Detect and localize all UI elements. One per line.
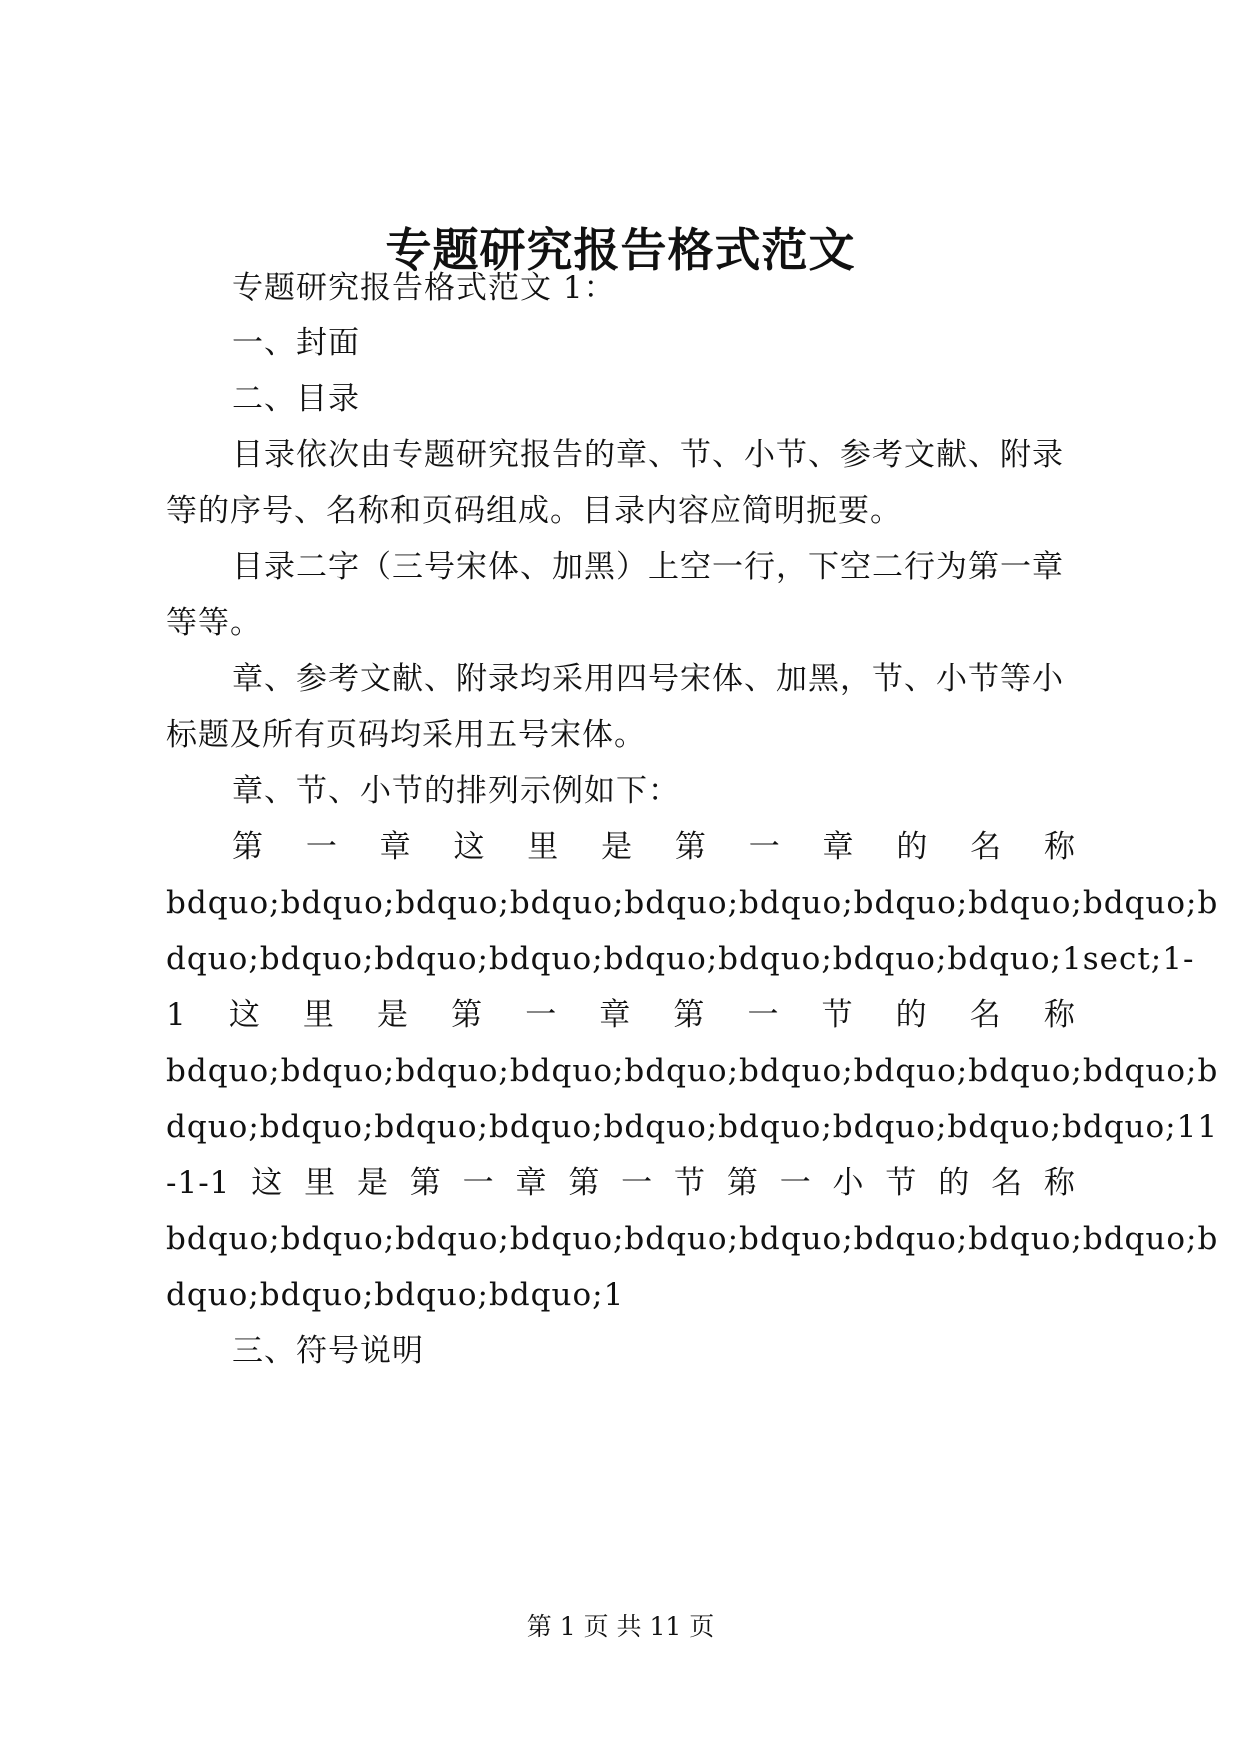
example-line-glyph: 的 [938, 1165, 971, 1201]
paragraph-line: 等等。 [166, 605, 262, 641]
example-line-glyph: 第 [674, 829, 707, 865]
example-line-glyph: 的 [895, 997, 928, 1033]
intro-line: 专题研究报告格式范文 1： [232, 270, 616, 306]
example-line-glyph: 一 [462, 1165, 495, 1201]
example-line-glyph: 章 [379, 829, 412, 865]
paragraph-line: 目录二字（三号宋体、加黑）上空一行，下空二行为第一章 [232, 549, 1064, 585]
example-line-glyph: 第 [232, 829, 264, 865]
example-line-glyph: 里 [527, 829, 560, 865]
example-line-glyph: 第 [673, 997, 706, 1033]
section-heading-toc: 二、目录 [232, 381, 360, 417]
example-line-glyph: 里 [302, 997, 335, 1033]
paragraph-line: 目录依次由专题研究报告的章、节、小节、参考文献、附录 [232, 437, 1064, 473]
example-line-glyph: 一 [305, 829, 338, 865]
section-heading-symbols: 三、符号说明 [232, 1333, 424, 1369]
example-line-glyph: 称 [1043, 997, 1076, 1033]
example-line-glyph: 第 [568, 1165, 601, 1201]
example-line-glyph: 节 [821, 997, 854, 1033]
paragraph-line: 章、参考文献、附录均采用四号宋体、加黑，节、小节等小 [232, 661, 1064, 697]
example-line-glyph: 第 [726, 1165, 759, 1201]
example-line-glyph: 称 [1043, 829, 1076, 865]
page-number-footer: 第 1 页 共 11 页 [526, 1612, 715, 1641]
example-line-glyph: 节 [885, 1165, 918, 1201]
example-line-glyph: 是 [601, 829, 634, 865]
example-line-glyph: 称 [1043, 1165, 1076, 1201]
section-heading-cover: 一、封面 [232, 325, 360, 361]
example-line-glyph: 1 [166, 997, 187, 1033]
example-line-glyph: 一 [748, 829, 781, 865]
example-line-glyph: 一 [525, 997, 558, 1033]
document-title: 专题研究报告格式范文 [385, 223, 856, 277]
example-line-glyph: -1-1 [166, 1165, 231, 1201]
example-line-glyph: 是 [377, 997, 410, 1033]
example-line-glyph: 名 [969, 997, 1002, 1033]
example-line: dquo;bdquo;bdquo;bdquo;1 [166, 1277, 625, 1313]
example-line: bdquo;bdquo;bdquo;bdquo;bdquo;bdquo;bdquo;bdquo;bdquo;b [166, 885, 1219, 921]
example-line-glyph: 节 [674, 1165, 706, 1201]
example-line-glyph: 名 [991, 1165, 1024, 1201]
example-line-glyph: 一 [779, 1165, 812, 1201]
example-line-glyph: 章 [515, 1165, 548, 1201]
example-line-glyph: 这 [251, 1165, 284, 1201]
example-line: bdquo;bdquo;bdquo;bdquo;bdquo;bdquo;bdquo;bdquo;bdquo;b [166, 1053, 1219, 1089]
example-line: dquo;bdquo;bdquo;bdquo;bdquo;bdquo;bdquo;bdquo;1sect;1- [166, 941, 1195, 977]
example-line-glyph: 的 [896, 829, 929, 865]
example-line-glyph: 里 [304, 1165, 337, 1201]
example-line-chapter [232, 816, 1076, 879]
paragraph-line: 标题及所有页码均采用五号宋体。 [166, 717, 646, 753]
example-line: dquo;bdquo;bdquo;bdquo;bdquo;bdquo;bdquo;bdquo;bdquo;11 [166, 1109, 1219, 1145]
example-line-subsection [166, 1152, 1076, 1215]
paragraph-line: 等的序号、名称和页码组成。目录内容应简明扼要。 [166, 493, 902, 529]
example-line-glyph: 小 [832, 1165, 865, 1201]
example-line-glyph: 名 [970, 829, 1003, 865]
example-line: bdquo;bdquo;bdquo;bdquo;bdquo;bdquo;bdquo;bdquo;bdquo;b [166, 1221, 1219, 1257]
example-line-section [166, 984, 1076, 1047]
paragraph-line: 章、节、小节的排列示例如下： [232, 773, 680, 809]
example-line-glyph: 第 [409, 1165, 442, 1201]
example-line-glyph: 这 [228, 997, 261, 1033]
example-line-glyph: 这 [453, 829, 486, 865]
example-line-glyph: 章 [822, 829, 855, 865]
example-line-glyph: 第 [451, 997, 484, 1033]
example-line-glyph: 一 [621, 1165, 654, 1201]
example-line-glyph: 章 [599, 997, 632, 1033]
example-line-glyph: 是 [356, 1165, 389, 1201]
example-line-glyph: 一 [747, 997, 780, 1033]
